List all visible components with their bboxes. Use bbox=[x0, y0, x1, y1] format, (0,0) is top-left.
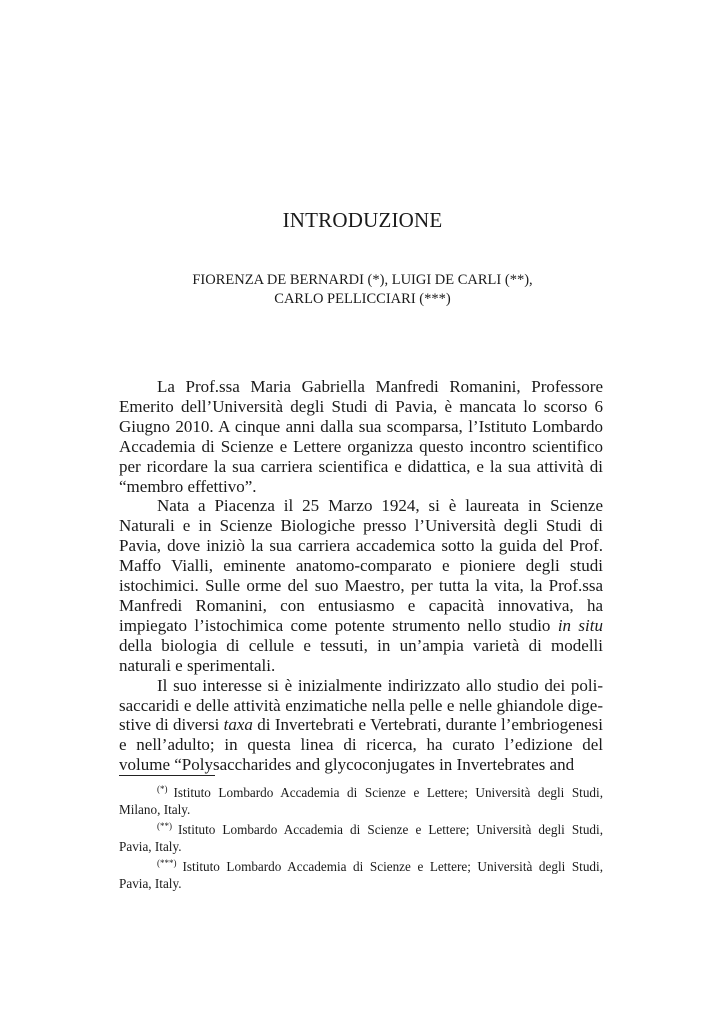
paragraph: La Prof.ssa Maria Gabriella Manfredi Romanini, Professore Emerito dell’Università degli Studi di Pavia, è mancata lo scorso 6 Giugno 2010. A cinque anni dalla sua scomparsa, l’Istituto Lombardo Accademia di Scienze e Lettere organizza questo incontro scientifico per ricordare la sua carriera scientifica e didattica, e la sua attività di “membro effettivo”. bbox=[119, 377, 603, 496]
footnote-text: Istituto Lombardo Accademia di Scienze e Lettere; Università degli Studi, Pavia, Italy. bbox=[119, 859, 603, 891]
italic-term: taxa bbox=[223, 715, 253, 735]
footnote-mark: (***) bbox=[157, 858, 177, 868]
paragraph bbox=[119, 496, 603, 675]
footnote-mark: (*) bbox=[157, 784, 168, 794]
footnotes bbox=[119, 781, 603, 892]
body-text bbox=[119, 377, 603, 775]
paragraph-text: Nata a Piacenza il 25 Marzo 1924, si è laureata in Scienze Naturali e in Scienze Biologiche presso l’Università degli Studi di Pavia, dove iniziò la sua carriera accademica sotto la guida del Prof. Maffo Vialli, eminente anatomo-comparato e pioniere degli studi istochimici. Sulle orme del suo Maestro, per tutta la vita, la Prof.ssa Manfredi Romanini, con entusiasmo e capacità innovativa, ha impiegato l’istochimica come potente strumento nello studio bbox=[119, 496, 603, 635]
paragraph-text: della biologia di cellule e tessuti, in un’ampia varietà di modelli naturali e sperimentali. bbox=[119, 635, 603, 675]
paragraph-text: di Invertebrati e Vertebrati, durante l’embriogenesi e nell’adulto; in questa linea di ricerca, ha curato l’edizione del volume “Polysaccharides and glycoconjugates in Invertebrates and bbox=[119, 715, 603, 775]
author-list bbox=[0, 271, 725, 309]
author-line: CARLO PELLICCIARI (***) bbox=[274, 291, 451, 307]
footnote bbox=[119, 781, 603, 818]
paragraph-text: Il suo interesse si è inizialmente indirizzato allo studio dei polisaccaridi e delle attività enzimatiche nella pelle e nelle ghiandole digestive di diversi bbox=[119, 675, 603, 735]
footnote bbox=[119, 818, 603, 855]
footnote-text: Istituto Lombardo Accademia di Scienze e Lettere; Università degli Studi, Pavia, Italy. bbox=[119, 822, 603, 854]
italic-term: in situ bbox=[557, 615, 603, 635]
footnote-divider bbox=[119, 775, 215, 776]
paragraph bbox=[119, 676, 603, 776]
footnote bbox=[119, 855, 603, 892]
footnote-mark: (**) bbox=[157, 821, 172, 831]
footnote-text: Istituto Lombardo Accademia di Scienze e Lettere; Università degli Studi, Milano, Italy. bbox=[119, 785, 603, 817]
author-line: FIORENZA DE BERNARDI (*), LUIGI DE CARLI (**), bbox=[192, 272, 533, 288]
page-title: INTRODUZIONE bbox=[282, 208, 443, 232]
